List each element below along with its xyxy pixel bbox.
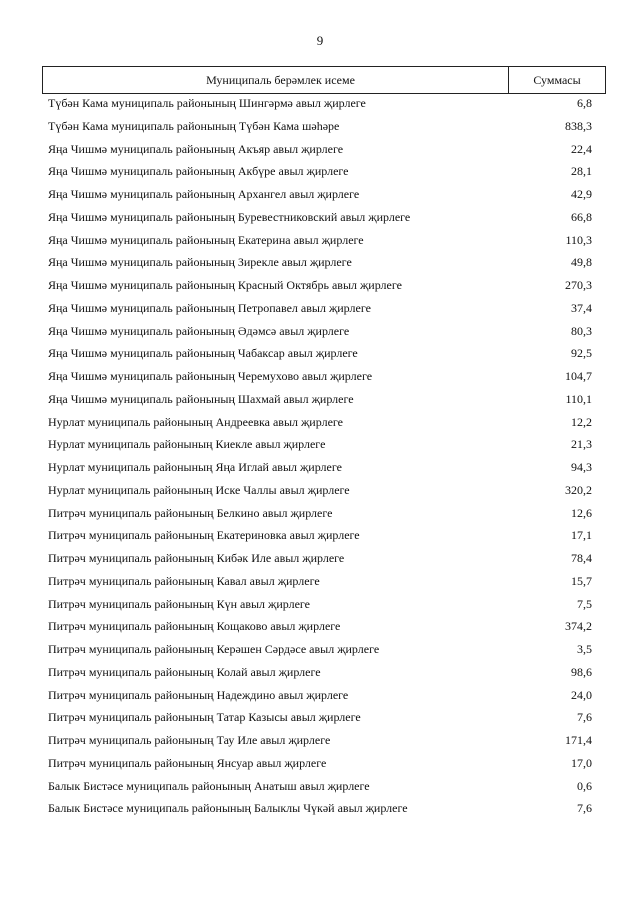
table-row xyxy=(0,231,640,253)
table-row xyxy=(0,663,640,685)
amount-value: 3,5 xyxy=(577,642,592,656)
amount-value: 49,8 xyxy=(571,255,592,270)
municipality-name: Питрәч муниципаль районының Кощаково авыл җирлеге xyxy=(48,619,341,634)
municipality-name: Питрәч муниципаль районының Тау Иле авыл җирлеге xyxy=(48,733,331,747)
amount-value: 28,1 xyxy=(571,164,592,179)
amount-value: 270,3 xyxy=(565,278,592,292)
municipality-name: Яңа Чишмә муниципаль районының Архангел авыл җирлеге xyxy=(48,187,360,201)
table-row xyxy=(0,322,640,344)
amount-value: 7,6 xyxy=(577,710,592,725)
amount-value: 7,5 xyxy=(577,596,592,611)
table-row xyxy=(0,140,640,162)
table-row xyxy=(0,276,640,298)
municipality-name: Яңа Чишмә муниципаль районының Шахмай авыл җирлеге xyxy=(48,391,354,406)
table-row xyxy=(0,549,640,571)
table-row xyxy=(0,185,640,207)
table-header xyxy=(42,66,606,94)
municipality-name: Питрәч муниципаль районының Керәшен Сәрдәсе авыл җирлеге xyxy=(48,642,380,656)
municipality-name: Яңа Чишмә муниципаль районының Красный Октябрь авыл җирлеге xyxy=(48,278,402,292)
table-row xyxy=(0,572,640,594)
page-number: 9 xyxy=(316,33,324,48)
amount-value: 0,6 xyxy=(577,778,592,793)
table-row xyxy=(0,686,640,708)
table-row xyxy=(0,504,640,526)
amount-value: 66,8 xyxy=(571,209,592,224)
amount-value: 12,6 xyxy=(571,505,592,520)
municipality-name: Питрәч муниципаль районының Екатериновка авыл җирлеге xyxy=(48,528,360,543)
municipality-name: Питрәч муниципаль районының Колай авыл җирлеге xyxy=(48,664,321,679)
table-row xyxy=(0,481,640,503)
amount-value: 15,7 xyxy=(571,573,592,588)
table-row xyxy=(0,390,640,412)
table-row xyxy=(0,617,640,639)
table-row xyxy=(0,526,640,548)
table-row xyxy=(0,162,640,184)
municipality-name: Яңа Чишмә муниципаль районының Петропавел авыл җирлеге xyxy=(48,300,371,315)
municipality-name: Яңа Чишмә муниципаль районының Зирекле авыл җирлеге xyxy=(48,255,352,270)
amount-value: 98,6 xyxy=(571,664,592,679)
table-row xyxy=(0,344,640,366)
municipality-name: Питрәч муниципаль районының Кибәк Иле авыл җирлеге xyxy=(48,551,345,565)
table-row xyxy=(0,253,640,275)
municipality-name: Питрәч муниципаль районының Кавал авыл җирлеге xyxy=(48,573,320,588)
municipality-name: Балык Бистәсе муниципаль районының Балыклы Чүкәй авыл җирлеге xyxy=(48,801,408,816)
municipality-name: Яңа Чишмә муниципаль районының Әдәмсә авыл җирлеге xyxy=(48,323,350,338)
amount-value: 320,2 xyxy=(565,482,592,497)
table-row xyxy=(0,208,640,230)
table-row xyxy=(0,595,640,617)
amount-value: 24,0 xyxy=(571,687,592,702)
amount-value: 110,1 xyxy=(565,391,592,406)
amount-value: 6,8 xyxy=(577,96,592,110)
table-row xyxy=(0,731,640,753)
amount-value: 42,9 xyxy=(571,187,592,201)
table-row xyxy=(0,299,640,321)
amount-value: 37,4 xyxy=(571,300,592,315)
amount-value: 22,4 xyxy=(571,141,592,156)
table-row xyxy=(0,117,640,139)
municipality-name: Яңа Чишмә муниципаль районының Буревестниковский авыл җирлеге xyxy=(48,209,411,224)
table-row xyxy=(0,754,640,776)
municipality-name: Яңа Чишмә муниципаль районының Чабаксар авыл җирлеге xyxy=(48,346,358,361)
municipality-name: Нурлат муниципаль районының Киекле авыл җирлеге xyxy=(48,437,326,452)
municipality-name: Питрәч муниципаль районының Надеждино авыл җирлеге xyxy=(48,687,349,702)
municipality-name: Питрәч муниципаль районының Белкино авыл җирлеге xyxy=(48,505,333,520)
municipality-name: Нурлат муниципаль районының Иске Чаллы авыл җирлеге xyxy=(48,482,350,497)
amount-value: 7,6 xyxy=(577,801,592,816)
column-header-sum: Суммасы xyxy=(533,72,581,87)
municipality-name: Түбән Кама муниципаль районының Түбән Кама шәһәре xyxy=(48,118,340,133)
table-row xyxy=(0,777,640,799)
table-row xyxy=(0,708,640,730)
amount-value: 21,3 xyxy=(571,437,592,452)
table-row xyxy=(0,367,640,389)
municipality-name: Нурлат муниципаль районының Андреевка авыл җирлеге xyxy=(48,414,343,429)
table-row xyxy=(0,413,640,435)
amount-value: 374,2 xyxy=(565,619,592,634)
amount-value: 94,3 xyxy=(571,460,592,474)
amount-value: 104,7 xyxy=(565,369,592,383)
table-row xyxy=(0,458,640,480)
municipality-name: Нурлат муниципаль районының Яңа Иглай авыл җирлеге xyxy=(48,460,342,474)
municipality-name: Яңа Чишмә муниципаль районының Черемухово авыл җирлеге xyxy=(48,369,373,383)
municipality-name: Питрәч муниципаль районының Күн авыл җирлеге xyxy=(48,596,311,611)
amount-value: 17,1 xyxy=(571,528,592,543)
municipality-name: Яңа Чишмә муниципаль районының Акбүре авыл җирлеге xyxy=(48,164,349,179)
table-row xyxy=(0,799,640,821)
amount-value: 12,2 xyxy=(571,414,592,429)
municipality-name: Яңа Чишмә муниципаль районының Акъяр авыл җирлеге xyxy=(48,141,344,156)
municipality-name: Питрәч муниципаль районының Янсуар авыл җирлеге xyxy=(48,755,327,770)
column-header-name: Муниципаль берәмлек исеме xyxy=(43,67,509,93)
municipality-name: Яңа Чишмә муниципаль районының Екатерина авыл җирлеге xyxy=(48,232,364,247)
amount-value: 92,5 xyxy=(571,346,592,361)
table-row xyxy=(0,94,640,116)
municipality-name: Балык Бистәсе муниципаль районының Анатыш авыл җирлеге xyxy=(48,778,370,793)
amount-value: 171,4 xyxy=(565,733,592,747)
table-row xyxy=(0,435,640,457)
amount-value: 17,0 xyxy=(571,755,592,770)
amount-value: 78,4 xyxy=(571,551,592,565)
amount-value: 838,3 xyxy=(565,118,592,133)
table-row xyxy=(0,640,640,662)
amount-value: 110,3 xyxy=(565,232,592,247)
municipality-name: Питрәч муниципаль районының Татар Казысы авыл җирлеге xyxy=(48,710,361,725)
municipality-name: Түбән Кама муниципаль районының Шингәрмә авыл җирлеге xyxy=(48,96,366,110)
amount-value: 80,3 xyxy=(571,323,592,338)
